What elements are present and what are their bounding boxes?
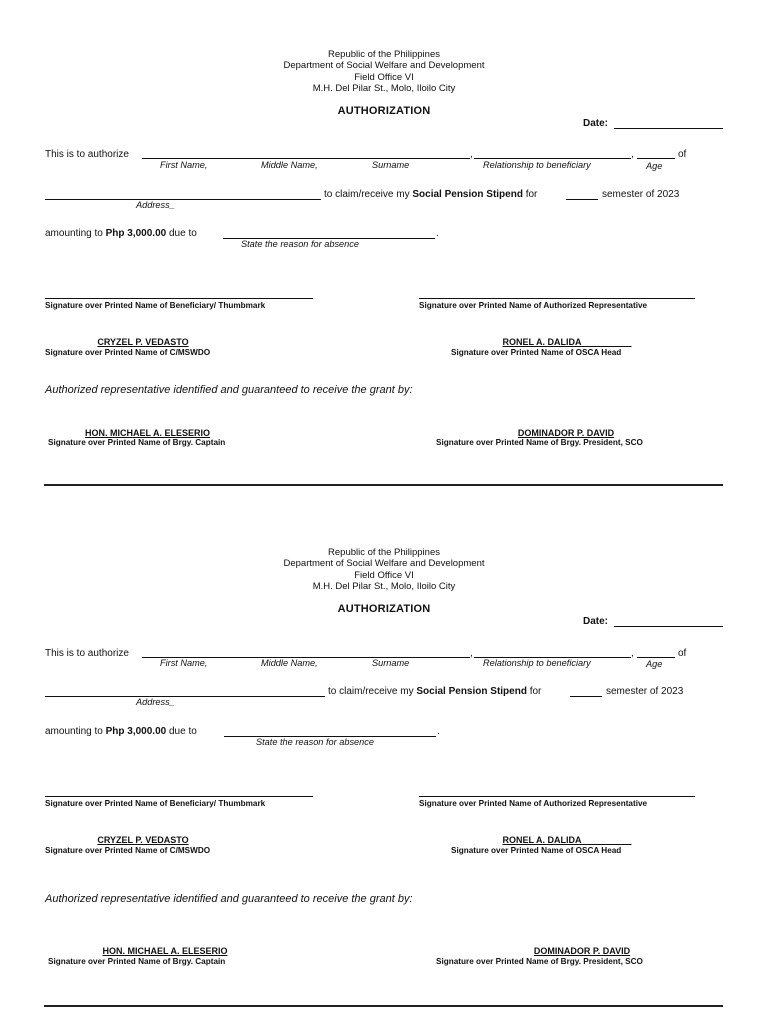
authorization-form-2: Republic of the Philippines Department of Social Welfare and Development Field Office VI M.H. Del Pilar St., Molo, Iloilo City AUTHORIZATION Date: This is to authorize , , of First Name, Middle Name, Surname Relationship to beneficiary Age to claim/receive my Social Pension Stipend for semester of 2023 Address_ amounting to Php 3,000.00 due to . State the reason for absence Signature over Printed Name of Beneficiary/ Thumbmark Signature over Printed Name of Authorized Representative CRYZEL P. VEDASTO Signature over Printed Name of C/MSWDO RONEL A. DALIDA Signature over Printed Name of OSCA Head Authorized representative identified and guaranteed to receive the grant by: HON. MICHAEL A. ELESERIO Signature over Printed Name of Brgy. Captain DOMINADOR P. DAVID Signature over Printed Name of Brgy. President, SCO: [0, 498, 768, 998]
program-name: Social Pension Stipend: [416, 686, 527, 697]
reason-field[interactable]: [224, 726, 436, 737]
authorize-prefix: This is to authorize: [45, 648, 129, 659]
sco-name: DOMINADOR P. DAVID: [517, 428, 615, 438]
date-label: Date:: [583, 118, 609, 129]
claim-suffix: semester of 2023: [602, 189, 680, 200]
agency-header: [0, 49, 768, 94]
claim-prefix: to claim/receive my: [328, 686, 414, 697]
surname-label: Surname: [372, 160, 410, 170]
beneficiary-signature-line[interactable]: [45, 786, 313, 797]
amount-value: Php 3,000.00: [105, 228, 167, 239]
representative-caption: Signature over Printed Name of Authorized Representative: [419, 301, 648, 310]
relationship-label: Relationship to beneficiary: [483, 160, 591, 170]
semester-field[interactable]: [570, 686, 602, 697]
age-field[interactable]: [637, 647, 675, 658]
mswdo-name: CRYZEL P. VEDASTO: [97, 835, 189, 845]
header-line-3: Field Office VI: [354, 569, 414, 581]
authorize-prefix: This is to authorize: [45, 149, 129, 160]
middle-name-label: Middle Name,: [261, 160, 318, 170]
sco-caption: Signature over Printed Name of Brgy. President, SCO: [436, 438, 643, 447]
beneficiary-caption: Signature over Printed Name of Beneficiary/ Thumbmark: [45, 799, 266, 808]
header-line-2: Department of Social Welfare and Development: [283, 558, 485, 570]
osca-name: RONEL A. DALIDA: [502, 835, 582, 845]
semester-field[interactable]: [566, 189, 598, 200]
header-line-1: Republic of the Philippines: [328, 547, 440, 558]
captain-caption: Signature over Printed Name of Brgy. Captain: [48, 957, 226, 966]
claim-suffix: semester of 2023: [606, 686, 684, 697]
claim-prefix: to claim/receive my: [324, 189, 410, 200]
claim-sentence: [328, 686, 541, 697]
claim-sentence: [324, 189, 537, 200]
first-name-label: First Name,: [160, 160, 208, 170]
guarantee-statement: Authorized representative identified and guaranteed to receive the grant by:: [45, 893, 413, 905]
relationship-label: Relationship to beneficiary: [483, 658, 591, 668]
of-label: of: [678, 149, 687, 160]
osca-caption: Signature over Printed Name of OSCA Head: [451, 846, 622, 855]
header-line-4: M.H. Del Pilar St., Molo, Iloilo City: [312, 82, 456, 94]
captain-name: HON. MICHAEL A. ELESERIO: [84, 428, 210, 438]
mswdo-caption: Signature over Printed Name of C/MSWDO: [45, 846, 211, 855]
header-line-2: Department of Social Welfare and Development: [283, 60, 485, 72]
representative-caption: Signature over Printed Name of Authorized Representative: [419, 799, 648, 808]
amount-prefix: amounting to: [45, 726, 103, 737]
beneficiary-caption: Signature over Printed Name of Beneficiary/ Thumbmark: [45, 301, 266, 310]
representative-signature-line[interactable]: [419, 786, 695, 797]
age-label: Age: [646, 659, 663, 669]
of-label: of: [678, 648, 687, 659]
address-field[interactable]: [45, 189, 321, 200]
program-name: Social Pension Stipend: [412, 189, 523, 200]
form-title: AUTHORIZATION: [337, 105, 431, 117]
address-label: Address_: [136, 697, 175, 707]
address-label: Address_: [136, 200, 175, 210]
header-line-3: Field Office VI: [354, 71, 414, 83]
claim-for: for: [529, 686, 542, 697]
amount-prefix: amounting to: [45, 228, 103, 239]
surname-label: Surname: [372, 658, 410, 668]
amount-suffix: due to: [168, 228, 197, 239]
mswdo-caption: Signature over Printed Name of C/MSWDO: [45, 348, 211, 357]
relationship-field[interactable]: [474, 647, 631, 658]
osca-caption: Signature over Printed Name of OSCA Head: [451, 348, 622, 357]
representative-name-field[interactable]: [142, 148, 470, 159]
age-label: Age: [646, 161, 663, 171]
osca-name: RONEL A. DALIDA: [502, 337, 582, 347]
amount-value: Php 3,000.00: [105, 726, 167, 737]
amount-sentence: [45, 726, 197, 737]
sco-name: DOMINADOR P. DAVID: [533, 946, 631, 956]
authorization-form-1: Republic of the Philippines Department of Social Welfare and Development Field Office VI M.H. Del Pilar St., Molo, Iloilo City AUTHORIZATION Date: This is to authorize , , of First Name, Middle Name, Surname Relationship to beneficiary Age to claim/receive my Social Pension Stipend for semester of 2023 Address_ amounting to Php 3,000.00 due to . State the reason for absence Signature over Printed Name of Beneficiary/ Thumbmark Signature over Printed Name of Authorized Representative CRYZEL P. VEDASTO Signature over Printed Name of C/MSWDO RONEL A. DALIDA Signature over Printed Name of OSCA Head Authorized representative identified and guaranteed to receive the grant by: HON. MICHAEL A. ELESERIO Signature over Printed Name of Brgy. Captain DOMINADOR P. DAVID Signature over Printed Name of Brgy. President, SCO: [0, 0, 768, 500]
mswdo-name: CRYZEL P. VEDASTO: [97, 337, 189, 347]
cut-line: [44, 1005, 723, 1007]
representative-name-field[interactable]: [142, 647, 470, 658]
sco-caption: Signature over Printed Name of Brgy. President, SCO: [436, 957, 643, 966]
date-field[interactable]: [614, 118, 723, 129]
date-label: Date:: [583, 616, 609, 627]
header-line-1: Republic of the Philippines: [328, 49, 440, 60]
form-title: AUTHORIZATION: [337, 603, 431, 615]
claim-for: for: [525, 189, 538, 200]
first-name-label: First Name,: [160, 658, 208, 668]
age-field[interactable]: [637, 148, 675, 159]
reason-label: State the reason for absence: [256, 737, 374, 747]
beneficiary-signature-line[interactable]: [45, 288, 313, 299]
date-field[interactable]: [614, 616, 723, 627]
captain-caption: Signature over Printed Name of Brgy. Captain: [48, 438, 226, 447]
captain-name: HON. MICHAEL A. ELESERIO: [102, 946, 228, 956]
reason-label: State the reason for absence: [241, 239, 359, 249]
amount-sentence: [45, 228, 197, 239]
middle-name-label: Middle Name,: [261, 658, 318, 668]
amount-suffix: due to: [168, 726, 197, 737]
representative-signature-line[interactable]: [419, 288, 695, 299]
header-line-4: M.H. Del Pilar St., Molo, Iloilo City: [312, 580, 456, 592]
reason-field[interactable]: [223, 228, 435, 239]
address-field[interactable]: [45, 686, 325, 697]
agency-header: [0, 547, 768, 592]
guarantee-statement: Authorized representative identified and guaranteed to receive the grant by:: [45, 384, 413, 396]
cut-line: [44, 484, 723, 486]
relationship-field[interactable]: [474, 148, 631, 159]
